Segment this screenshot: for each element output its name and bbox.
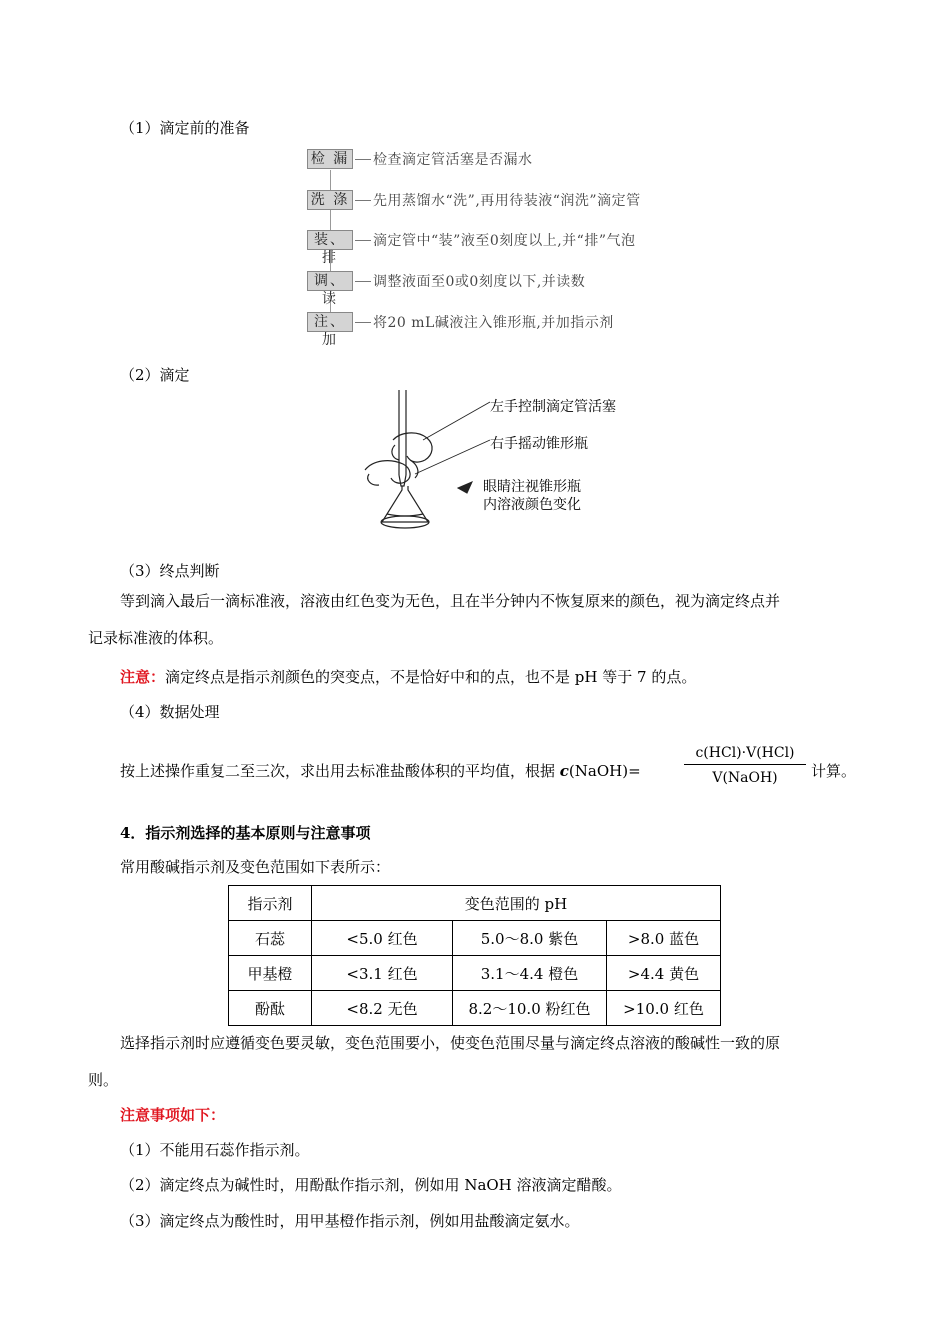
table-header-cell: 变色范围的 pH xyxy=(312,886,721,921)
prep-step-label: 检 漏 xyxy=(307,149,353,169)
prep-step-adjust xyxy=(307,271,586,307)
table-cell: <3.1 红色 xyxy=(312,956,453,991)
table-header-row xyxy=(229,886,721,921)
indicator-table xyxy=(228,885,721,1026)
table-row xyxy=(229,991,721,1026)
table-header-cell: 指示剂 xyxy=(229,886,312,921)
notes-heading: 注意事项如下： xyxy=(120,1106,226,1124)
prep-step-inject xyxy=(307,312,614,348)
section-3-title: （3）终点判断 xyxy=(120,562,220,580)
prep-step-desc: 检查滴定管活塞是否漏水 xyxy=(373,152,533,168)
section-1-title: （1）滴定前的准备 xyxy=(120,119,250,137)
formula-denominator: V(NaOH) xyxy=(712,770,778,786)
endpoint-paragraph-line1: 等到滴入最后一滴标准液，溶液由红色变为无色，且在半分钟内不恢复原来的颜色，视为滴定终点并 xyxy=(120,592,781,610)
prep-step-label: 调、读 xyxy=(307,271,353,291)
eye-icon xyxy=(458,482,472,493)
note-label: 注意： xyxy=(120,668,166,686)
prep-step-desc: 调整液面至0或0刻度以下,并读数 xyxy=(373,274,586,290)
prep-step-dash xyxy=(355,200,371,201)
table-row xyxy=(229,956,721,991)
prep-step-desc: 滴定管中“装”液至0刻度以上,并“排”气泡 xyxy=(373,233,636,249)
prep-step-leak xyxy=(307,149,533,169)
note-item: （1）不能用石蕊作指示剂。 xyxy=(120,1141,310,1159)
note-item: （3）滴定终点为酸性时，用甲基橙作指示剂，例如用盐酸滴定氨水。 xyxy=(120,1212,580,1230)
prep-step-desc: 先用蒸馏水“洗”,再用待装液“润洗”滴定管 xyxy=(373,193,641,209)
figure-label-eye-2: 内溶液颜色变化 xyxy=(483,497,581,513)
data-processing-line xyxy=(120,760,641,781)
table-cell: 3.1～4.4 橙色 xyxy=(453,956,607,991)
prep-step-wash xyxy=(307,190,641,210)
table-cell: 石蕊 xyxy=(229,921,312,956)
table-cell: >8.0 蓝色 xyxy=(607,921,721,956)
table-cell: 5.0～8.0 紫色 xyxy=(453,921,607,956)
prep-step-dash xyxy=(355,322,371,323)
c-symbol: c xyxy=(559,762,569,780)
formula-numerator: c(HCl)·V(HCl) xyxy=(695,745,795,761)
section-4-title: （4）数据处理 xyxy=(120,703,220,721)
table-cell: <8.2 无色 xyxy=(312,991,453,1026)
prep-step-dash xyxy=(355,281,371,282)
note-endpoint xyxy=(120,666,696,687)
naoh-label: (NaOH)= xyxy=(568,762,641,780)
selection-principle-line2: 则。 xyxy=(88,1071,119,1089)
section-heading-indicator: 4．指示剂选择的基本原则与注意事项 xyxy=(120,824,371,842)
section-2-title: （2）滴定 xyxy=(120,366,190,384)
table-cell: 8.2～10.0 粉红色 xyxy=(453,991,607,1026)
figure-label-right-hand: 右手摇动锥形瓶 xyxy=(490,436,588,452)
formula-fraction xyxy=(680,745,810,786)
endpoint-paragraph-line2: 记录标准液的体积。 xyxy=(88,629,224,647)
indicator-intro: 常用酸碱指示剂及变色范围如下表所示： xyxy=(120,858,391,876)
selection-principle-line1: 选择指示剂时应遵循变色要灵敏，变色范围要小，使变色范围尽量与滴定终点溶液的酸碱性一致的原 xyxy=(120,1034,781,1052)
prep-step-desc: 将20 mL碱液注入锥形瓶,并加指示剂 xyxy=(373,315,614,331)
table-cell: <5.0 红色 xyxy=(312,921,453,956)
prep-step-label: 装、排 xyxy=(307,230,353,250)
data-processing-suffix: 计算。 xyxy=(811,762,857,780)
table-row xyxy=(229,921,721,956)
figure-label-eye-1: 眼睛注视锥形瓶 xyxy=(483,479,581,495)
note-text: 滴定终点是指示剂颜色的突变点，不是恰好中和的点，也不是 pH 等于 7 的点。 xyxy=(165,668,697,686)
table-cell: >10.0 红色 xyxy=(607,991,721,1026)
data-processing-text: 按上述操作重复二至三次，求出用去标准盐酸体积的平均值，根据 xyxy=(120,762,560,780)
prep-step-label: 洗 涤 xyxy=(307,190,353,210)
figure-label-left-hand: 左手控制滴定管活塞 xyxy=(490,399,616,415)
note-item: （2）滴定终点为碱性时，用酚酞作指示剂，例如用 NaOH 溶液滴定醋酸。 xyxy=(120,1176,622,1194)
table-cell: 甲基橙 xyxy=(229,956,312,991)
table-cell: 酚酞 xyxy=(229,991,312,1026)
prep-step-label: 注、加 xyxy=(307,312,353,332)
table-cell: >4.4 黄色 xyxy=(607,956,721,991)
prep-step-fill xyxy=(307,230,636,266)
prep-step-dash xyxy=(355,159,371,160)
prep-step-dash xyxy=(355,240,371,241)
